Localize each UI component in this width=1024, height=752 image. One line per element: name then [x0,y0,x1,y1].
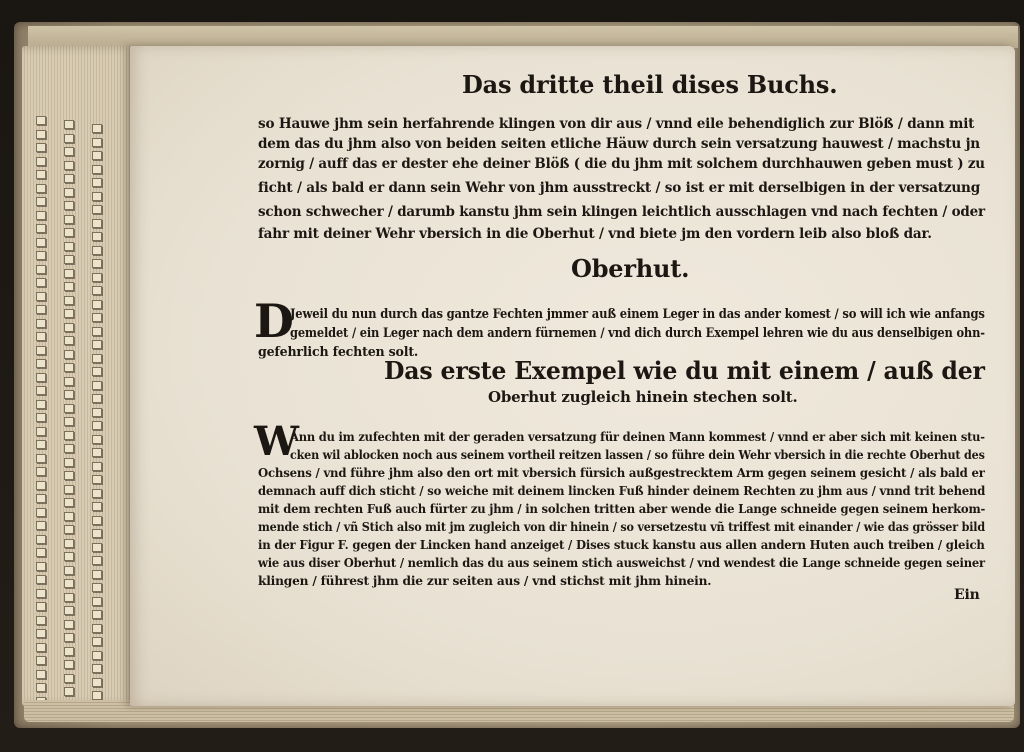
thumb-tab [92,691,102,700]
thumb-tab [36,521,46,530]
thumb-tab [92,151,102,160]
thumb-tab [92,219,102,228]
intro-line: Jeweil du nun durch das gantze Fechten jmmer auß einem Leger in das ander komest / so will ich wie anfangs [290,306,985,321]
thumb-tab [92,556,102,565]
thumb-tab [36,656,46,665]
page-block-fore-edge [22,46,140,706]
thumb-tabs-column [92,116,102,716]
thumb-tab [92,178,102,187]
thumb-tab [64,458,74,467]
thumb-tab [64,539,74,548]
thumb-tab [64,633,74,642]
thumb-tab [64,674,74,683]
paragraph2-line: wie aus diser Oberhut / nemlich das du aus seinem stich ausweichst / vnd wendest die Lange schneide gegen seiner [258,556,985,570]
example-subtitle: Oberhut zugleich hinein stechen solt. [488,388,798,406]
paragraph2-line: demnach auff dich sticht / so weiche mit deinem lincken Fuß hinder deinem Rechten zu jhm aus / vnnd trit behend [258,484,986,498]
thumb-tab [36,440,46,449]
thumb-tab [36,170,46,179]
paragraph1-line: so Hauwe jhm sein herfahrende klingen von dir aus / vnnd eile behendiglich zur Blöß / dann mit [258,116,975,132]
thumb-tab [36,575,46,584]
thumb-tab [36,508,46,517]
thumb-tab [92,246,102,255]
thumb-tab [36,130,46,139]
thumb-tab [36,332,46,341]
intro-drop-cap: D [254,294,294,348]
paragraph2-line: klingen / führest jhm die zur seiten aus / vnd stichst mit jhm hinein. [258,574,712,588]
paragraph1-line: fahr mit deiner Wehr vbersich in die Oberhut / vnd biete jm den vordern leib also bloß dar. [258,226,932,242]
thumb-tab [92,124,102,133]
thumb-tab [92,570,102,579]
thumb-tab [64,134,74,143]
thumb-tab [36,589,46,598]
thumb-tab [64,471,74,480]
thumb-tab [92,273,102,282]
thumb-tab [36,305,46,314]
thumb-tab [92,259,102,268]
thumb-tab [92,448,102,457]
thumb-tab [36,481,46,490]
thumb-tab [36,197,46,206]
thumb-tab [92,489,102,498]
thumb-tab [92,340,102,349]
thumb-tab [36,292,46,301]
thumb-tab [92,475,102,484]
thumb-tab [64,444,74,453]
thumb-tab [92,286,102,295]
thumb-tab [64,431,74,440]
thumb-tab [64,417,74,426]
thumb-tab [36,670,46,679]
paragraph2-drop-cap: W [254,418,299,465]
thumb-tab [36,683,46,692]
thumb-tab [64,498,74,507]
thumb-tab [36,157,46,166]
thumb-tab [92,462,102,471]
thumb-tab [36,251,46,260]
thumb-tab [64,242,74,251]
thumb-tab [36,278,46,287]
thumb-tab [92,327,102,336]
thumb-tab [36,400,46,409]
thumb-tab [36,427,46,436]
thumb-tabs-column [64,116,74,716]
thumb-tab [36,535,46,544]
thumb-tab [64,201,74,210]
thumb-tab [64,485,74,494]
thumb-tab [64,566,74,575]
paragraph1-line: zornig / auff das er dester ehe deiner Blöß ( die du jhm mit solchem durchhauwen geben must ) zu [258,156,985,172]
intro-line: gefehrlich fechten solt. [258,344,419,359]
paragraph1-line: ficht / als bald er dann sein Wehr von jhm ausstreckt / so ist er mit derselbigen in der versatzung [258,180,981,196]
thumb-tab [64,255,74,264]
thumb-tab [36,494,46,503]
thumb-tab [64,390,74,399]
thumb-tab [64,350,74,359]
thumb-tab [92,583,102,592]
thumb-tab [36,413,46,422]
thumb-tab [92,529,102,538]
thumb-tab [92,678,102,687]
thumb-tab [64,687,74,696]
thumb-tab [64,174,74,183]
thumb-tab [36,602,46,611]
paragraph2-line: Ann du im zufechten mit der geraden versatzung für deinen Mann kommest / vnnd er aber sich mit keinen stu- [290,430,985,444]
thumb-tab [64,323,74,332]
paragraph1-line: schon schwecher / darumb kanstu jhm sein klingen leichtlich ausschlagen vnd nach fechten / oder [258,204,985,220]
thumb-tab [64,120,74,129]
thumb-tab [64,188,74,197]
thumb-tab [64,525,74,534]
thumb-tab [64,336,74,345]
thumb-tab [64,161,74,170]
thumb-tab [92,664,102,673]
thumb-tab [64,512,74,521]
thumb-tab [36,265,46,274]
thumb-tab [36,548,46,557]
thumb-tab [92,313,102,322]
thumb-tab [92,354,102,363]
thumb-tab [92,610,102,619]
thumb-tab [92,408,102,417]
thumb-tab [92,381,102,390]
thumb-tab [64,660,74,669]
thumb-tab [92,232,102,241]
example-title: Das erste Exempel wie du mit einem / auß der [384,356,985,385]
thumb-tab [36,346,46,355]
thumb-tab [64,647,74,656]
thumb-tab [92,637,102,646]
thumb-tab [92,300,102,309]
paragraph2-line: mit dem rechten Fuß auch fürter zu jhm / in solchen tritten aber wende die Lange schneide gegen seinem herkom- [258,502,986,516]
thumb-tab [36,643,46,652]
thumb-tab [92,543,102,552]
thumb-tabs-column [36,116,46,716]
thumb-tab [36,629,46,638]
thumb-tab [92,435,102,444]
catchword: Ein [954,587,980,603]
thumb-tab [64,363,74,372]
thumb-tab [92,205,102,214]
thumb-tab [36,211,46,220]
thumb-tab [92,651,102,660]
thumb-tab [36,467,46,476]
thumb-tab [64,215,74,224]
paragraph2-line: Ochsens / vnd führe jhm also den ort mit vbersich fürsich außgestrecktem Arm gegen seinem gesicht / als bald er [258,466,985,480]
thumb-tab [92,421,102,430]
thumb-tab [36,238,46,247]
thumb-tab [64,606,74,615]
thumb-tab [36,359,46,368]
thumb-tab [36,116,46,125]
thumb-tab [64,147,74,156]
thumb-tab [64,404,74,413]
thumb-tab [92,138,102,147]
thumb-tab [36,319,46,328]
intro-line: gemeldet / ein Leger nach dem andern fürnemen / vnd dich durch Exempel lehren wie du aus denselbigen ohn- [290,325,985,340]
thumb-tab [92,516,102,525]
paragraph2-line: in der Figur F. gegen der Lincken hand anzeiget / Dises stuck kanstu aus allen andern Huten auch treiben / gleich [258,538,985,552]
thumb-tab [64,620,74,629]
thumb-tab [92,192,102,201]
thumb-tab [92,165,102,174]
thumb-tab [36,224,46,233]
paragraph1-line: dem das du jhm also von beiden seiten etliche Häuw durch sein versatzung hauwest / machstu jn [258,136,980,152]
page-heading: Das dritte theil dises Buchs. [462,70,838,99]
thumb-tab [36,562,46,571]
thumb-tab [64,552,74,561]
thumb-tab [36,143,46,152]
paragraph2-line: mende stich / vñ Stich also mit jm zugleich von dir hinein / so versetzestu vñ triffest mit einander / wie das grösser bild [258,520,985,534]
paragraph2-line: cken wil ablocken noch aus seinem vortheil reitzen lassen / so führe dein Wehr vbersich in die rechte Oberhut des [290,448,985,462]
thumb-tab [64,593,74,602]
thumb-tab [92,597,102,606]
thumb-tab [92,394,102,403]
section-title: Oberhut. [571,254,690,283]
thumb-tab [64,579,74,588]
thumb-tab [36,184,46,193]
thumb-tab [64,377,74,386]
thumb-tab [64,282,74,291]
thumb-tab [36,386,46,395]
thumb-tab [64,269,74,278]
thumb-tab [36,454,46,463]
thumb-tab [64,309,74,318]
thumb-tab [64,228,74,237]
thumb-tab [92,624,102,633]
thumb-tab [36,616,46,625]
thumb-tab [36,373,46,382]
thumb-tab [92,367,102,376]
thumb-tab [64,296,74,305]
thumb-tab [92,502,102,511]
